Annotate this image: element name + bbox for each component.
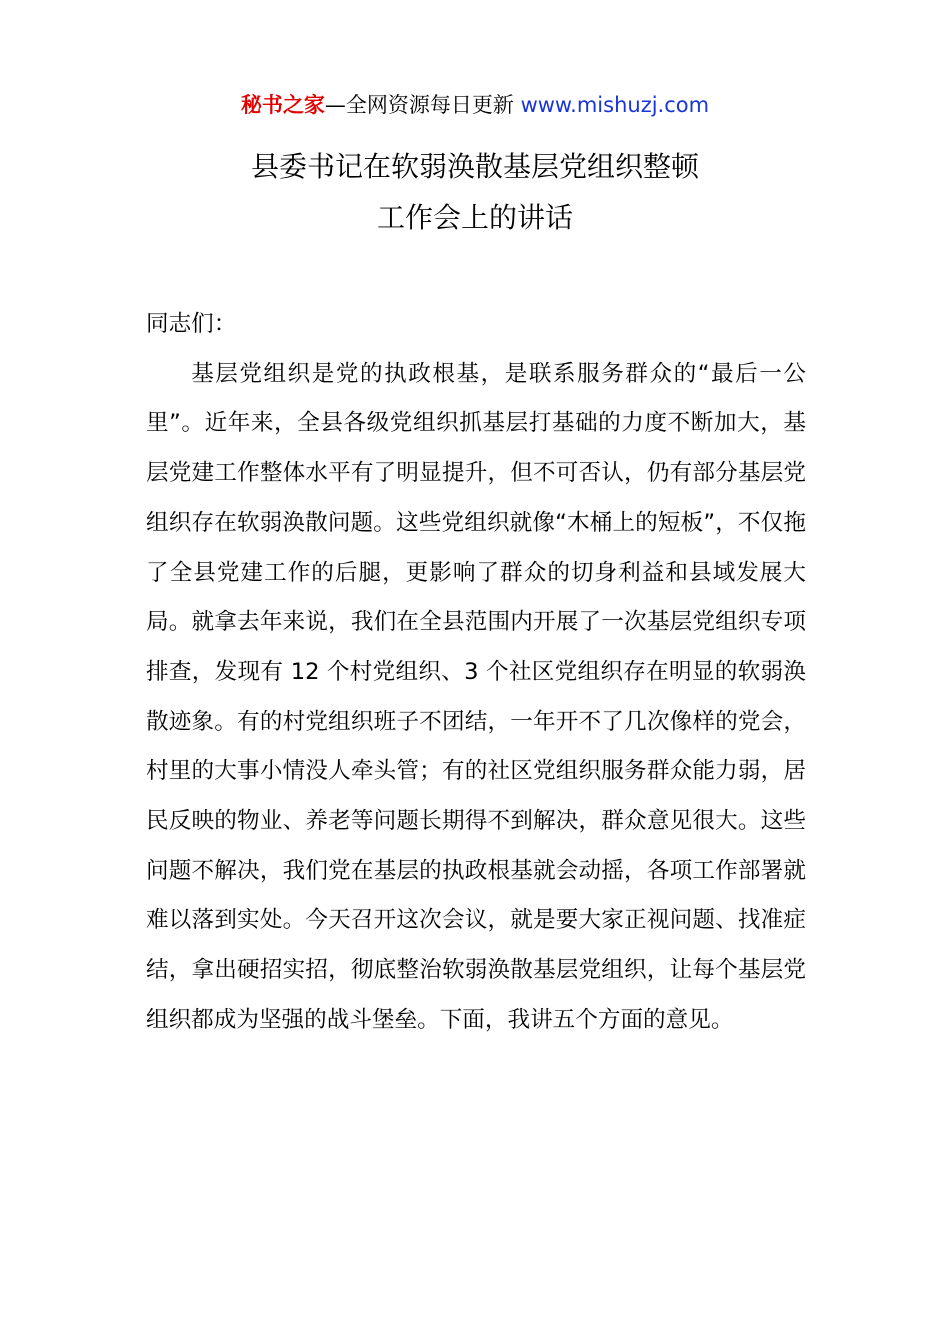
body-paragraph: 基层党组织是党的执政根基，是联系服务群众的“最后一公里”。近年来，全县各级党组织抓基层打基础的力度不断加大，基层党建工作整体水平有了明显提升，但不可否认，仍有部分基层党组织存在软弱涣散问题。这些党组织就像“木桶上的短板”，不仅拖了全县党建工作的后腿，更影响了群众的切身利益和县域发展大局。就拿去年来说，我们在全县范围内开展了一次基层党组织专项排查，发现有 12 个村党组织、3 个社区党组织存在明显的软弱涣散迹象。有的村党组织班子不团结，一年开不了几次像样的党会，村里的大事小情没人牵头管；有的社区党组织服务群众能力弱，居民反映的物业、养老等问题长期得不到解决，群众意见很大。这些问题不解决，我们党在基层的执政根基就会动摇，各项工作部署就难以落到实处。今天召开这次会议，就是要大家正视问题、找准症结，拿出硬招实招，彻底整治软弱涣散基层党组织，让每个基层党组织都成为坚强的战斗堡垒。下面，我讲五个方面的意见。 <box>146 360 806 1033</box>
document-title-line-2: 工作会上的讲话 <box>376 201 573 234</box>
site-header <box>0 88 950 122</box>
document-body <box>146 300 806 1046</box>
salutation: 同志们： <box>146 311 237 337</box>
header-separator: — <box>324 93 346 117</box>
brand-name: 秘书之家 <box>240 93 325 117</box>
document-title-line-1: 县委书记在软弱涣散基层党组织整顿 <box>250 150 699 183</box>
site-url-link[interactable]: www.mishuzj.com <box>520 93 710 117</box>
header-slogan: 全网资源每日更新 <box>345 93 514 117</box>
